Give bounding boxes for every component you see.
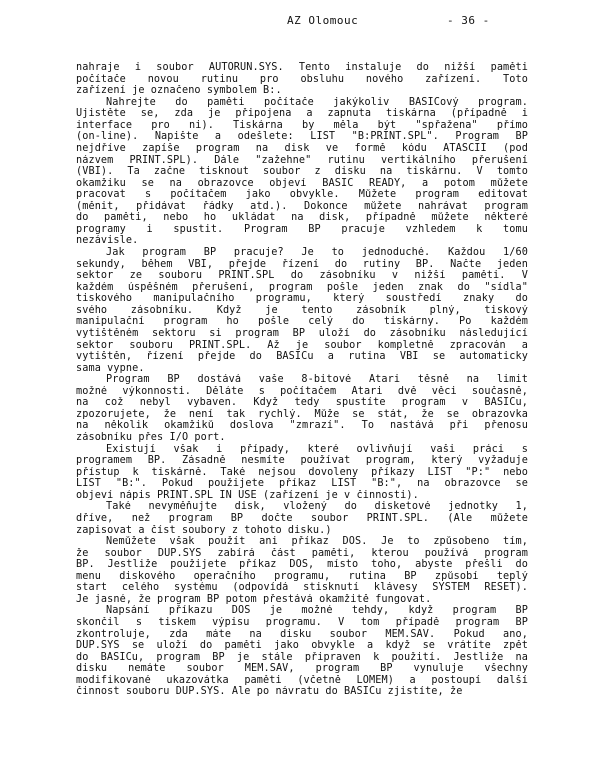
text-line: Ujistěte se, zda je připojena a zapnuta tiskárna (případně i: [76, 108, 528, 120]
text-line: Napsání příkazu DOS je možné tehdy, když program BP: [106, 605, 528, 617]
text-line: zkontroluje, zda máte na disku soubor MEM.SAV. Pokud ano,: [76, 628, 528, 640]
text-line: zařízení je označeno symbolem B:.: [76, 85, 282, 97]
text-line: svého zásobníku. Když je tento zásobník plný, tiskový: [76, 304, 528, 316]
text-line: nejdříve zapíše program na disk ve formě kódu ATASCII (pod: [76, 142, 528, 154]
text-line: disku nemáte soubor MEM.SAV, program BP vynuluje všechny: [76, 663, 528, 675]
text-line: Také nevyměňujte disk, vložený do disketové jednotky 1,: [106, 501, 528, 513]
text-line: Nemůžete však použít ani příkaz DOS. Je to způsobeno tím,: [106, 536, 528, 548]
text-line: do paměti, nebo ho ukládat na disk, případně můžete některé: [76, 212, 528, 224]
text-line: vytištěném sektoru si program BP uloží do zásobníku následující: [76, 327, 528, 339]
text-line: Nahrejte do paměti počítače jakýkoliv BASICový program.: [106, 96, 528, 108]
text-line: že soubor DUP.SYS zabírá část paměti, kterou používá program: [76, 547, 528, 559]
page-header: [0, 14, 600, 30]
paragraph: [76, 97, 528, 247]
text-line: nezávisle.: [76, 235, 139, 247]
paragraph: [76, 247, 528, 374]
text-line: sektor ze souboru PRINT.SPL do zásobníku v nižší paměti. V: [76, 270, 528, 282]
text-line: skončil s tiskem výpisu programu. V tom případě program BP: [76, 617, 528, 628]
text-line: okamžiku se na obrazovce objeví BASIC READY, a potom můžete: [76, 177, 528, 189]
body-text: [76, 62, 528, 698]
text-line: LIST "B:". Pokud použijete příkaz LIST "B:", na obrazovce se: [76, 478, 528, 490]
text-line: menu diskového operačního programu, rutina BP způsobí teplý: [76, 570, 528, 582]
text-line: manipulační program ho pošle celý do tiskárny. Po každém: [76, 316, 528, 328]
text-line: názvem PRINT.SPL). Dále "zažehne" rutinu vertikálního přerušení: [76, 154, 528, 166]
paragraph: [76, 605, 528, 698]
text-line: (on-line). Napište a odešlete: LIST "B:PRINT.SPL". Program BP: [76, 131, 528, 143]
text-line: na což nebyl vybaven. Když tedy spustíte program v BASICu,: [76, 397, 528, 409]
text-line: nahraje i soubor AUTORUN.SYS. Tento instaluje do nižší paměti: [76, 62, 528, 73]
text-line: Jak program BP pracuje? Je to jednoduché. Každou 1/60: [106, 247, 528, 258]
text-line: interface pro ni). Tiskárna by měla být "spřažena" přímo: [76, 119, 528, 131]
paragraph: [76, 374, 528, 443]
text-line: do BASICu, program BP je stále připraven k použití. Jestliže na: [76, 651, 528, 663]
text-line: objeví nápis PRINT.SPL IN USE (zařízení je v činnosti).: [76, 489, 419, 501]
text-line: sama vypne.: [76, 362, 145, 374]
text-line: tiskového manipulačního programu, který soustředí znaky do: [76, 293, 528, 305]
text-line: počítače novou rutinu pro obsluhu nového zařízení. Toto: [76, 73, 528, 85]
text-line: sekundy, během VBI, přejde řízení do rutiny BP. Načte jeden: [76, 258, 528, 270]
text-line: Je jasné, že program BP potom přestává okamžitě fungovat.: [76, 593, 432, 605]
header-title: AZ Olomouc: [287, 14, 359, 27]
text-line: (měnit, přidávat řádky atd.). Dokonce můžete nahrávat program: [76, 200, 528, 212]
text-line: modifikované ukazovátka paměti (včetně LOMEM) a postoupí další: [76, 674, 528, 686]
text-line: Program BP dostává vaše 8-bitové Atari těsně na limit: [106, 374, 528, 386]
text-line: BP. Jestliže použijete příkaz DOS, místo toho, abyste přešli do: [76, 559, 528, 571]
text-line: každém úspěšném přerušení, program pošle jeden znak do "sídla": [76, 281, 528, 293]
text-line: sektor souboru PRINT.SPL. Až je soubor kompletně zpracován a: [76, 339, 528, 351]
paragraph: [76, 501, 528, 536]
text-line: zpozorujete, že není tak rychlý. Může se stát, že se obrazovka: [76, 408, 528, 420]
text-line: na několik okamžiků doslova "zmrazí". To nastává při přenosu: [76, 420, 528, 432]
text-line: programy i spustit. Program BP pracuje vzhledem k tomu: [76, 223, 528, 235]
paragraph: [76, 536, 528, 605]
text-line: (VBI). Ta začne tisknout soubor z disku na tiskárnu. V tomto: [76, 166, 528, 178]
text-line: zásobníku přes I/O port.: [76, 432, 226, 443]
text-line: programem BP. Zásadně nesmíte používat program, který vyžaduje: [76, 455, 528, 467]
text-line: přístup k tiskárně. Také nejsou dovoleny příkazy LIST "P:" nebo: [76, 466, 528, 478]
text-line: vytištěn, řízení přejde do BASICu a rutina VBI se automaticky: [76, 351, 528, 363]
text-line: DUP.SYS se uloží do paměti jako obvykle a když se vrátíte zpět: [76, 640, 528, 652]
text-line: pracovat s počítačem jako obvykle. Můžete program editovat: [76, 189, 528, 201]
paragraph: [76, 62, 528, 97]
text-line: dříve, než program BP dočte soubor PRINT.SPL. (Ale můžete: [76, 512, 528, 524]
page-number: - 36 -: [447, 14, 490, 27]
text-line: možné výkonnosti. Děláte s počítačem Atari dvě věci současně,: [76, 385, 528, 397]
text-line: Existují však i případy, které ovlivňují vaši práci s: [106, 443, 528, 455]
text-line: start celého systému (odpovídá stisknutí klávesy SYSTEM RESET).: [76, 582, 528, 594]
text-line: činnost souboru DUP.SYS. Ale po návratu do BASICu zjistíte, že: [76, 686, 463, 698]
paragraph: [76, 444, 528, 502]
text-line: zapisovat a číst soubory z tohoto disku.): [76, 524, 332, 536]
